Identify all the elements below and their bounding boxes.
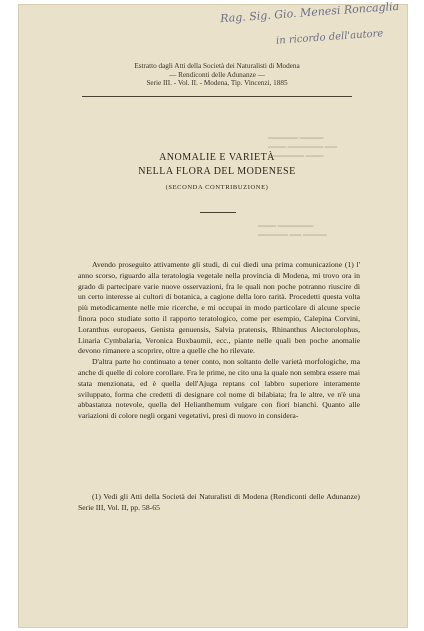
document-page (18, 0, 408, 628)
header-divider (82, 96, 352, 97)
paragraph-2: D'altra parte ho continuato a tener conto, non soltanto delle varietà morfologiche, ma anche di quelle di colore corollare. Fra le prime, ne cito una la quale non sembra essere mai stata menzionata, ed è quella dell'Ajuga reptans col labbro superiore interamente sviluppato, forma che credetti di designare col nome di bilabiata; fra le altre, ve n'è una abbastanza notevole, quella del Helianthemum vulgare con fiori bianchi. Quanto alle variazioni di colore negli organi vegetativi, presi di nuovo in considera- (78, 357, 360, 421)
title-line-2: NELLA FLORA DEL MODENESE (138, 166, 296, 177)
article-title (82, 151, 352, 195)
article-body (78, 260, 360, 422)
header-line-2: — Rendiconti delle Adunanze — (169, 70, 265, 79)
handwritten-dedication-line1: Rag. Sig. Gio. Menesi Roncaglia (219, 0, 400, 26)
bleed-through-text: ▬▬▬ ▬▬▬▬▬▬ ▬▬▬▬▬ ▬▬ ▬▬▬▬ (258, 223, 327, 238)
title-subtitle: (SECONDA CONTRIBUZIONE) (165, 184, 269, 191)
bleed-through-text: ▬▬▬▬▬ ▬▬▬▬ ▬▬▬ ▬▬▬▬▬▬ ▬▬ ▬▬▬▬▬▬ ▬▬▬ (268, 135, 337, 159)
handwritten-dedication-line2: in ricordo dell'autore (275, 28, 384, 47)
header-line-3: Serie III. - Vol. II. - Modena, Tip. Vincenzi, 1885 (146, 79, 288, 88)
offprint-header (82, 62, 352, 88)
title-divider (200, 212, 236, 213)
header-line-1: Estratto dagli Atti della Società dei Naturalisti di Modena (134, 62, 300, 70)
footnote: (1) Vedi gli Atti della Società dei Naturalisti di Modena (Rendiconti delle Adunanze) Serie III, Vol. II, pp. 58-65 (78, 492, 360, 512)
title-line-1: ANOMALIE E VARIETÀ (159, 152, 275, 163)
paragraph-1: Avendo proseguito attivamente gli studi, di cui diedi una prima comunicazione (1) l' anno scorso, riguardo alla teratologia vegetale nella provincia di Modena, mi trovo ora in grado di partecipare varie nuove osservazioni, fra le quali non poche potranno riuscire di un certo interesse ai cultori di botanica, a cagione della loro rarità. Procedetti questa volta più metodicamente nelle mie ricerche, e mi occupai in modo particolare di alcune specie finora poco studiate sotto il rapporto teratologico, come per esempio, Calepina Corvini, Loranthus europaeus, Genista genuensis, Salvia pratensis, Rhinanthus Alectorolophus, Linaria Cymbalaria, Veronica Buxbaumii, ecc., piante nelle quali ben poche anomalie devono rimanere a scoprire, oltre a quelle che ho rilevate. (78, 260, 360, 356)
